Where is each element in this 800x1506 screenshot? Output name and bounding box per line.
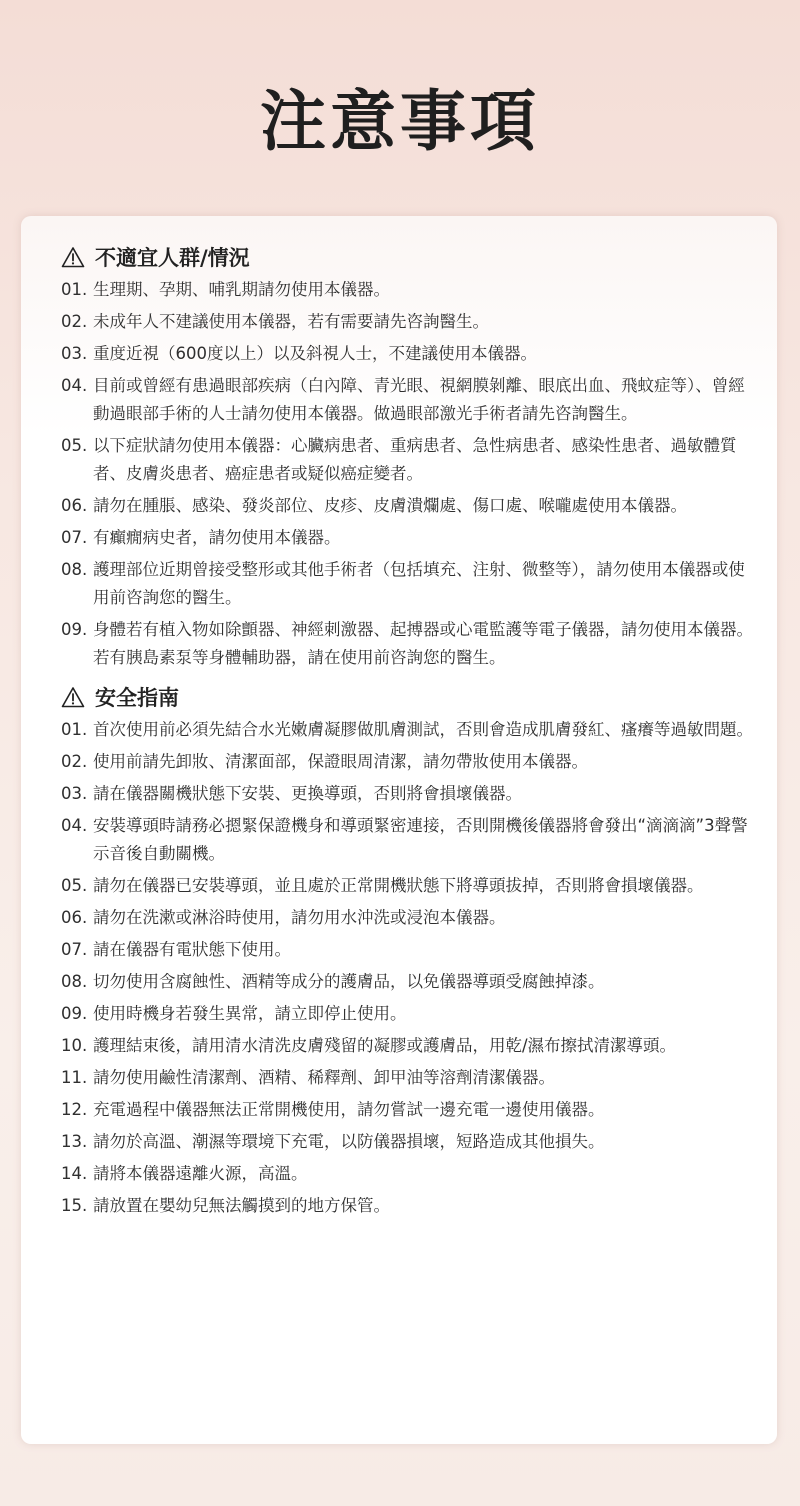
item-number: 12.: [61, 1100, 88, 1119]
item-text: 請放置在嬰幼兒無法觸摸到的地方保管。: [93, 1196, 390, 1215]
item-text: 切勿使用含腐蝕性、酒精等成分的護膚品，以免儀器導頭受腐蝕掉漆。: [93, 972, 605, 991]
section-heading: [61, 238, 755, 276]
item-text: 請勿在洗漱或淋浴時使用，請勿用水沖洗或浸泡本儀器。: [93, 908, 506, 927]
section-heading-text: 安全指南: [95, 686, 179, 710]
item-number: 11.: [61, 1068, 88, 1087]
item-number: 13.: [61, 1132, 88, 1151]
section-heading-text: 不適宜人群/情況: [95, 246, 250, 270]
list-item: [61, 276, 755, 304]
unsuitable-list: [61, 276, 755, 672]
item-number: 03.: [61, 344, 88, 363]
list-item: [61, 812, 755, 868]
item-number: 04.: [61, 376, 88, 395]
list-item: [61, 1160, 755, 1188]
item-number: 02.: [61, 752, 88, 771]
item-number: 03.: [61, 784, 88, 803]
list-item: [61, 872, 755, 900]
list-item: [61, 524, 755, 552]
item-number: 07.: [61, 940, 88, 959]
item-number: 06.: [61, 908, 88, 927]
section-unsuitable: [61, 238, 755, 672]
list-item: [61, 556, 755, 612]
item-text: 生理期、孕期、哺乳期請勿使用本儀器。: [93, 280, 390, 299]
item-number: 05.: [61, 876, 88, 895]
item-text: 安裝導頭時請務必摁緊保證機身和導頭緊密連接，否則開機後儀器將會發出“滴滴滴”3聲警示音後自動關機。: [93, 816, 748, 863]
item-number: 05.: [61, 436, 88, 455]
item-number: 14.: [61, 1164, 88, 1183]
item-number: 06.: [61, 496, 88, 515]
item-number: 09.: [61, 1004, 88, 1023]
item-text: 請勿在儀器已安裝導頭，並且處於正常開機狀態下將導頭拔掉，否則將會損壞儀器。: [93, 876, 704, 895]
section-safety-guide: [61, 678, 755, 1220]
item-text: 充電過程中儀器無法正常開機使用，請勿嘗試一邊充電一邊使用儀器。: [93, 1100, 605, 1119]
item-text: 護理結束後，請用清水清洗皮膚殘留的凝膠或護膚品，用乾/濕布擦拭清潔導頭。: [93, 1036, 677, 1055]
list-item: [61, 780, 755, 808]
safety-list: [61, 716, 755, 1220]
item-text: 未成年人不建議使用本儀器，若有需要請先咨詢醫生。: [93, 312, 489, 331]
item-number: 04.: [61, 816, 88, 835]
list-item: [61, 340, 755, 368]
list-item: [61, 968, 755, 996]
warning-triangle-icon: [61, 246, 85, 268]
list-item: [61, 748, 755, 776]
item-text: 請勿使用鹼性清潔劑、酒精、稀釋劑、卸甲油等溶劑清潔儀器。: [93, 1068, 555, 1087]
item-text: 目前或曾經有患過眼部疾病（白內障、青光眼、視網膜剝離、眼底出血、飛蚊症等）、曾經動過眼部手術的人士請勿使用本儀器。做過眼部激光手術者請先咨詢醫生。: [93, 376, 745, 423]
list-item: [61, 904, 755, 932]
item-text: 請勿在腫脹、感染、發炎部位、皮疹、皮膚潰爛處、傷口處、喉嚨處使用本儀器。: [93, 496, 687, 515]
item-number: 07.: [61, 528, 88, 547]
item-number: 02.: [61, 312, 88, 331]
list-item: [61, 1032, 755, 1060]
item-text: 重度近視（600度以上）以及斜視人士，不建議使用本儀器。: [93, 344, 537, 363]
item-number: 15.: [61, 1196, 88, 1215]
item-number: 09.: [61, 620, 88, 639]
section-heading: [61, 678, 755, 716]
list-item: [61, 616, 755, 672]
list-item: [61, 1192, 755, 1220]
item-text: 使用時機身若發生異常，請立即停止使用。: [93, 1004, 407, 1023]
list-item: [61, 432, 755, 488]
item-text: 以下症狀請勿使用本儀器：心臟病患者、重病患者、急性病患者、感染性患者、過敏體質者、皮膚炎患者、癌症患者或疑似癌症變者。: [93, 436, 737, 483]
list-item: [61, 372, 755, 428]
list-item: [61, 716, 755, 744]
list-item: [61, 1000, 755, 1028]
list-item: [61, 308, 755, 336]
item-number: 01.: [61, 280, 88, 299]
item-text: 請在儀器關機狀態下安裝、更換導頭，否則將會損壞儀器。: [93, 784, 522, 803]
item-number: 08.: [61, 560, 88, 579]
page-title: 注意事項: [260, 82, 540, 160]
list-item: [61, 1128, 755, 1156]
item-number: 01.: [61, 720, 88, 739]
list-item: [61, 1096, 755, 1124]
item-text: 首次使用前必須先結合水光嫩膚凝膠做肌膚測試，否則會造成肌膚發紅、瘙癢等過敏問題。: [93, 720, 753, 739]
list-item: [61, 1064, 755, 1092]
item-text: 使用前請先卸妝、清潔面部，保證眼周清潔，請勿帶妝使用本儀器。: [93, 752, 588, 771]
warning-triangle-icon: [61, 686, 85, 708]
item-text: 請將本儀器遠離火源，高溫。: [93, 1164, 308, 1183]
item-text: 請勿於高溫、潮濕等環境下充電，以防儀器損壞，短路造成其他損失。: [93, 1132, 605, 1151]
list-item: [61, 492, 755, 520]
item-number: 10.: [61, 1036, 88, 1055]
item-number: 08.: [61, 972, 88, 991]
list-item: [61, 936, 755, 964]
item-text: 護理部位近期曾接受整形或其他手術者（包括填充、注射、微整等），請勿使用本儀器或使用前咨詢您的醫生。: [93, 560, 745, 607]
item-text: 請在儀器有電狀態下使用。: [93, 940, 291, 959]
item-text: 身體若有植入物如除顫器、神經刺激器、起搏器或心電監護等電子儀器，請勿使用本儀器。若有胰島素泵等身體輔助器，請在使用前咨詢您的醫生。: [93, 620, 753, 667]
item-text: 有癲癇病史者，請勿使用本儀器。: [93, 528, 341, 547]
notice-card: [21, 216, 777, 1444]
